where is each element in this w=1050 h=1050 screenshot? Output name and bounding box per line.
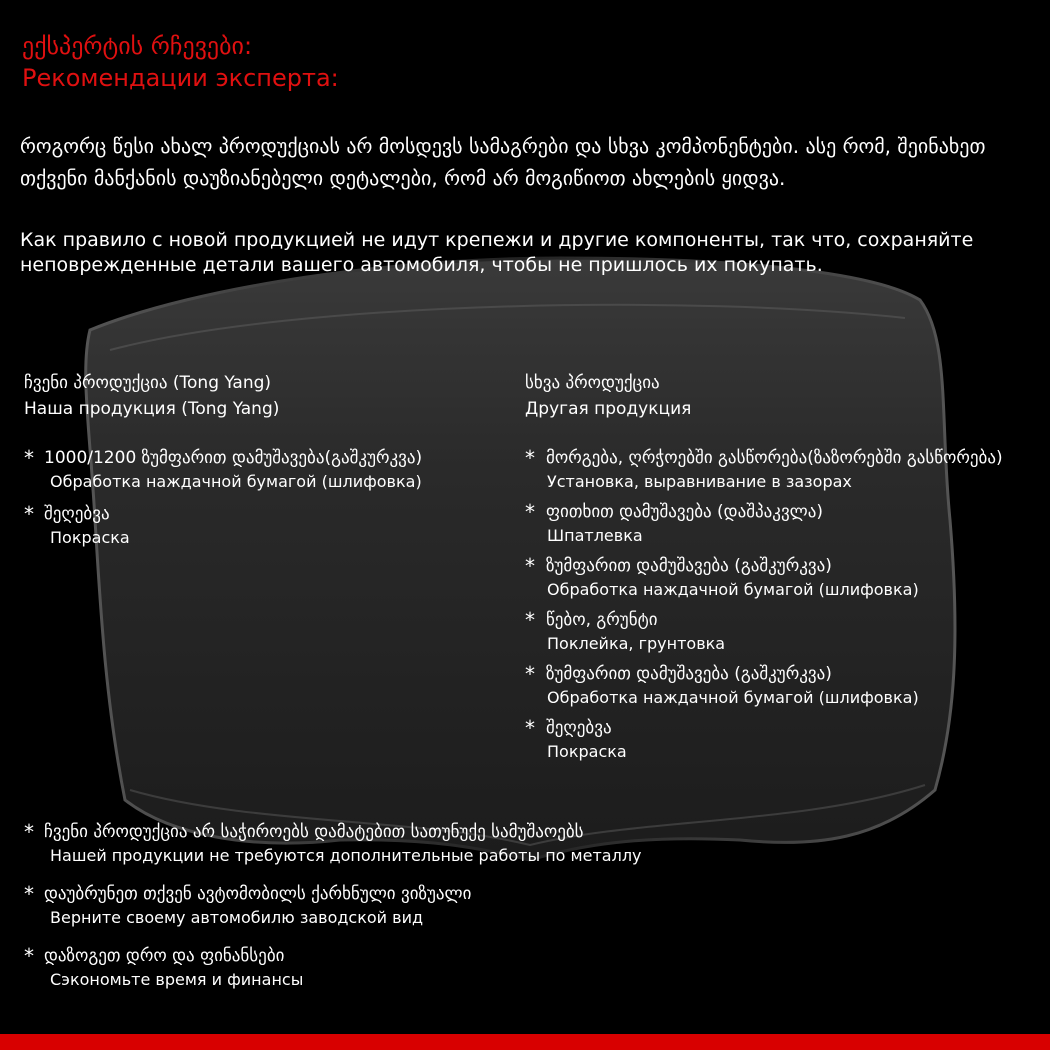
list-item-ka: დაუბრუნეთ თქვენ ავტომობილს ქარხნული ვიზუალი [44, 884, 472, 904]
list-item-ka: ფითხით დამუშავება (დაშპაკვლა) [546, 502, 824, 522]
list-item-ka: ჩვენი პროდუქცია არ საჭიროებს დამატებით სათუნუქე სამუშაოებს [44, 822, 584, 842]
list-item [24, 820, 642, 868]
footer-red-bar [0, 1034, 1050, 1050]
bullet-asterisk-icon: * [525, 500, 535, 524]
expert-advice-heading [22, 30, 339, 94]
list-item [525, 554, 1003, 602]
bullet-asterisk-icon: * [525, 446, 535, 470]
intro-text-ru: Как правило с новой продукцией не идут крепежи и другие компоненты, так что, сохраняйте неповрежденные детали вашего автомобиля, чтобы не пришлось их покупать. [20, 229, 974, 276]
column-title-ru: Наша продукция (Tong Yang) [24, 399, 280, 419]
list-item-ka: წებო, გრუნტი [546, 610, 658, 630]
list-item-ka: 1000/1200 ზუმფარით დამუშავება(გაშკურკვა) [44, 448, 423, 468]
list-item-ru: Покраска [50, 528, 130, 547]
list-item [525, 608, 1003, 656]
list-item-ru: Покраска [547, 742, 627, 761]
list-item [24, 944, 642, 992]
list-item-ru: Шпатлевка [547, 526, 643, 545]
list-item-ru: Нашей продукции не требуются дополнительные работы по металлу [50, 846, 642, 865]
heading-ru: Рекомендации эксперта: [22, 64, 339, 92]
list-item-ru: Сэкономьте время и финансы [50, 970, 304, 989]
list-item-ru: Обработка наждачной бумагой (шлифовка) [547, 688, 919, 707]
other-product-column [525, 370, 1003, 770]
bullet-asterisk-icon: * [525, 662, 535, 686]
list-item-ka: დაზოგეთ დრო და ფინანსები [44, 946, 285, 966]
list-item [24, 882, 642, 930]
column-title-ka: სხვა პროდუქცია [525, 373, 660, 393]
list-item [525, 500, 1003, 548]
list-item [525, 446, 1003, 494]
bullet-asterisk-icon: * [525, 554, 535, 578]
list-item-ru: Обработка наждачной бумагой (шлифовка) [547, 580, 919, 599]
list-item [525, 716, 1003, 764]
heading-ka: ექსპერტის რჩევები: [22, 32, 253, 60]
bullet-asterisk-icon: * [24, 882, 34, 906]
bullet-asterisk-icon: * [24, 446, 34, 470]
list-item-ka: ზუმფარით დამუშავება (გაშკურკვა) [546, 556, 832, 576]
list-item-ru: Поклейка, грунтовка [547, 634, 726, 653]
list-item [525, 662, 1003, 710]
list-item [24, 446, 422, 494]
column-title-ru: Другая продукция [525, 399, 692, 419]
list-item-ru: Установка, выравнивание в зазорах [547, 472, 852, 491]
bullet-asterisk-icon: * [525, 716, 535, 740]
list-item-ka: მორგება, ღრჭოებში გასწორება(ზაზორებში გასწორება) [546, 448, 1003, 468]
list-item-ka: შეღებვა [44, 504, 110, 524]
list-item [24, 502, 422, 550]
our-product-column [24, 370, 422, 558]
bullet-asterisk-icon: * [525, 608, 535, 632]
bullet-asterisk-icon: * [24, 944, 34, 968]
bullet-asterisk-icon: * [24, 502, 34, 526]
list-item-ka: შეღებვა [546, 718, 612, 738]
list-item-ru: Обработка наждачной бумагой (шлифовка) [50, 472, 422, 491]
column-title-ka: ჩვენი პროდუქცია (Tong Yang) [24, 373, 272, 393]
list-item-ru: Верните своему автомобилю заводской вид [50, 908, 424, 927]
bullet-asterisk-icon: * [24, 820, 34, 844]
benefits-list [24, 820, 642, 1006]
intro-text-ka: როგორც წესი ახალ პროდუქციას არ მოსდევს სამაგრები და სხვა კომპონენტები. ასე რომ, შეინახეთ თქვენი მანქანის დაუზიანებელი დეტალები, რომ არ მოგიწიოთ ახლების ყიდვა. [20, 134, 986, 190]
list-item-ka: ზუმფარით დამუშავება (გაშკურკვა) [546, 664, 832, 684]
